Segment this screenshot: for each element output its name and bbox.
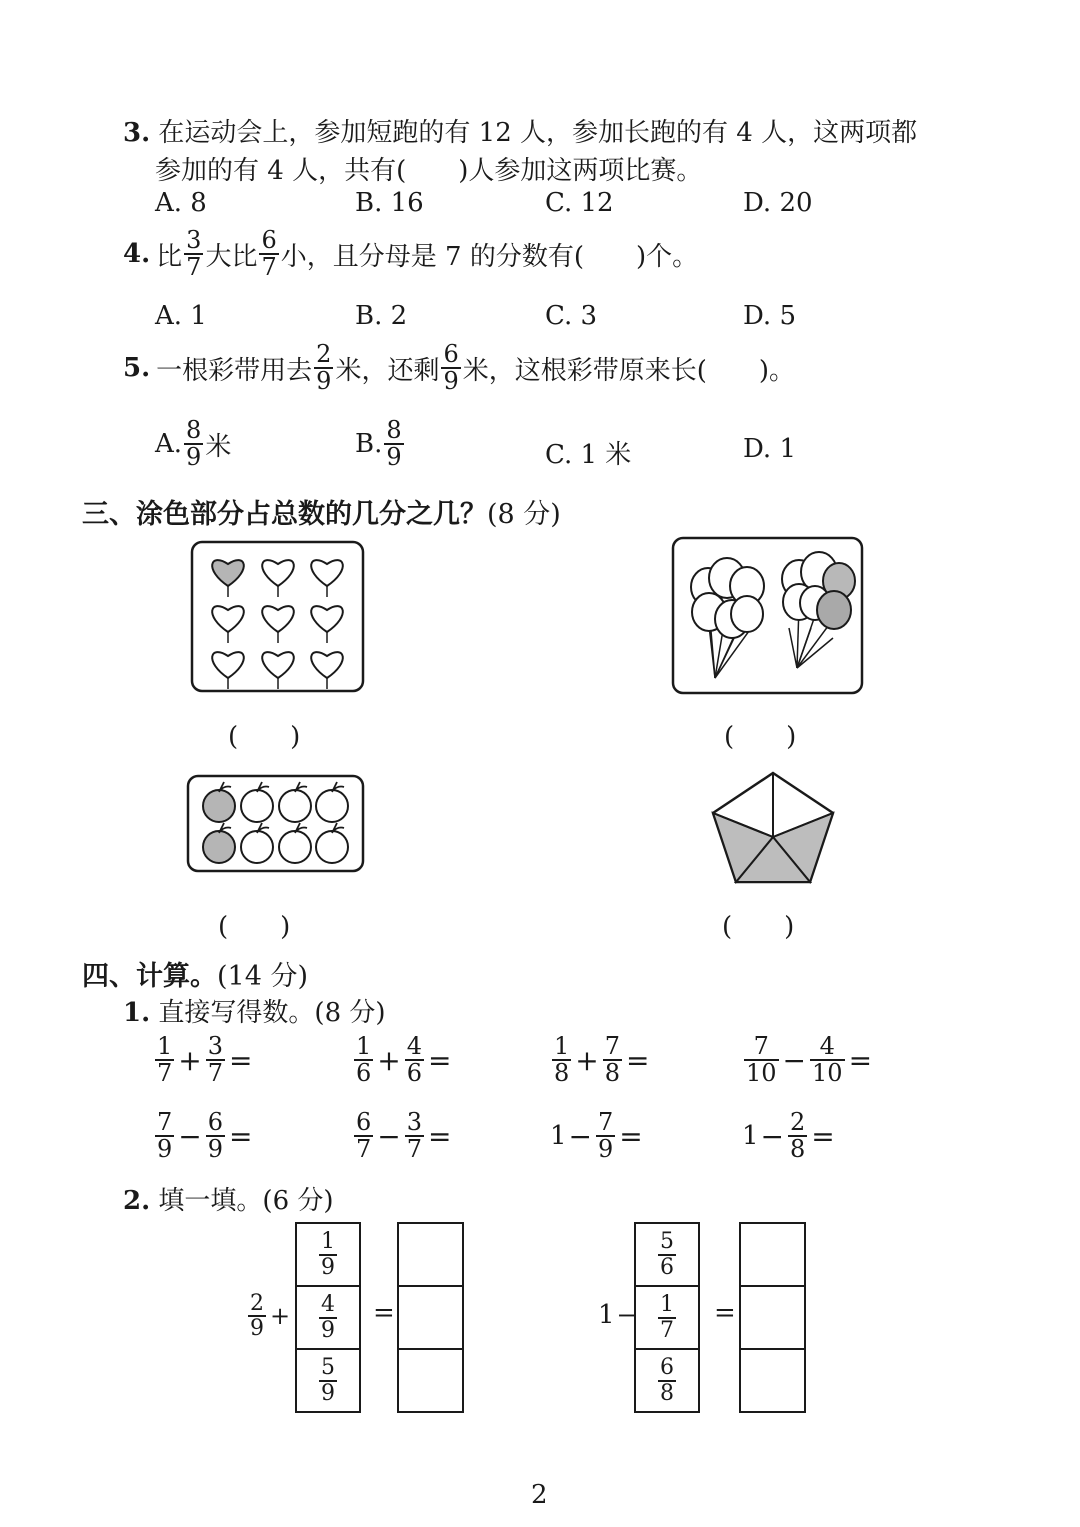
q3-option-b[interactable]: B. 16 <box>355 188 424 218</box>
calc-r2-3[interactable]: 1 − $\frac{7}{9}$ = <box>550 1108 643 1164</box>
q5-option-b[interactable] <box>355 418 406 470</box>
heart-balloon <box>311 606 343 632</box>
fill1-equals: = <box>373 1298 395 1328</box>
fill2-answer-column[interactable] <box>739 1222 806 1413</box>
q5-text-3: 米，这根彩带原来长( )。 <box>462 355 796 386</box>
q5-option-a-unit: 米 <box>205 431 232 462</box>
section4-sub1 <box>123 992 386 1029</box>
apple <box>279 790 311 822</box>
q5-fraction-2: $\frac{6}{9}$ <box>443 340 459 396</box>
q5-text-1: 一根彩带用去 <box>156 355 313 386</box>
hearts-answer-blank[interactable]: ( ) <box>228 722 301 752</box>
apple <box>316 831 348 863</box>
q4-option-c[interactable]: C. 3 <box>545 301 598 331</box>
q3-option-a[interactable]: A. 8 <box>155 188 207 218</box>
apple <box>241 790 273 822</box>
q5-option-a-fraction: $\frac{8}{9}$ <box>186 416 202 472</box>
calc-r1-3[interactable]: $\frac{1}{8}$ + $\frac{7}{8}$ = <box>554 1032 650 1088</box>
pentagon-figure <box>706 766 840 890</box>
calc-r1-4[interactable]: $\frac{7}{10}$ − $\frac{4}{10}$ = <box>746 1032 873 1088</box>
q5-question <box>123 342 795 394</box>
heart-balloon <box>212 652 244 678</box>
heart-balloon <box>262 652 294 678</box>
sub1-number: 1. <box>123 998 151 1028</box>
q4-text-1: 比 <box>156 241 183 272</box>
q4-fraction-2: $\frac{6}{7}$ <box>261 226 277 282</box>
page-number: 2 <box>531 1480 548 1510</box>
apple <box>316 790 348 822</box>
balloons-figure <box>671 536 865 696</box>
q5-option-d[interactable]: D. 1 <box>743 434 796 464</box>
q3-text-line2: 参加的有 4 人，共有( )人参加这两项比赛。 <box>155 156 703 186</box>
fill1-operand-column: $\frac{1}{9}$ $\frac{4}{9}$ $\frac{5}{9}$ <box>295 1222 361 1413</box>
heart-balloon <box>262 560 294 586</box>
q4-text-2: 大比 <box>205 241 258 272</box>
q5-option-a-label: A. <box>155 429 183 460</box>
calc-r2-4[interactable]: 1 − $\frac{2}{8}$ = <box>742 1108 835 1164</box>
q5-option-b-label: B. <box>355 429 383 460</box>
q4-number: 4. <box>123 239 151 270</box>
fill2-operand-column: $\frac{5}{6}$ $\frac{1}{7}$ $\frac{6}{8}$ <box>634 1222 700 1413</box>
q5-number: 5. <box>123 353 151 384</box>
q5-fraction-1: $\frac{2}{9}$ <box>316 340 332 396</box>
calc-r1-1[interactable]: $\frac{1}{7}$ + $\frac{3}{7}$ = <box>157 1032 253 1088</box>
apple <box>203 831 235 863</box>
q3-number: 3. <box>123 118 151 148</box>
fill1-answer-column[interactable] <box>397 1222 464 1413</box>
q5-option-a[interactable] <box>155 418 231 470</box>
fill2-prefix: 1 − <box>598 1300 637 1330</box>
q4-fraction-1: $\frac{3}{7}$ <box>186 226 202 282</box>
q5-option-b-fraction: $\frac{8}{9}$ <box>386 416 402 472</box>
sub2-title: 填一填。(6 分) <box>158 1186 334 1216</box>
pentagon-answer-blank[interactable]: ( ) <box>722 912 795 942</box>
q4-option-a[interactable]: A. 1 <box>155 301 207 331</box>
q3-text-line1: 在运动会上，参加短跑的有 12 人，参加长跑的有 4 人，这两项都 <box>158 118 918 148</box>
hearts-figure <box>190 540 366 694</box>
q5-text-2: 米，还剩 <box>335 355 440 386</box>
heart-balloon <box>311 652 343 678</box>
apple <box>279 831 311 863</box>
section3-heading <box>82 492 561 531</box>
apple <box>203 790 235 822</box>
fill2-equals: = <box>714 1298 736 1328</box>
section3-title: 三、涂色部分占总数的几分之几？ <box>82 499 487 530</box>
calc-r2-1[interactable]: $\frac{7}{9}$ − $\frac{6}{9}$ = <box>157 1108 253 1164</box>
fill2-answer-box[interactable] <box>741 1350 804 1411</box>
fill1-prefix: $\frac{2}{9}$ + <box>250 1291 291 1342</box>
fill1-answer-box[interactable] <box>399 1224 462 1287</box>
section4-points: (14 分) <box>217 961 309 992</box>
heart-balloon <box>311 560 343 586</box>
q3-line1 <box>123 112 917 149</box>
fill1-answer-box[interactable] <box>399 1350 462 1411</box>
heart-balloon <box>212 560 244 586</box>
fill2-answer-box[interactable] <box>741 1287 804 1350</box>
section4-sub2 <box>123 1180 334 1217</box>
fill1-answer-box[interactable] <box>399 1287 462 1350</box>
section3-points: (8 分) <box>487 499 561 530</box>
q4-question <box>123 228 698 280</box>
section4-heading <box>82 954 308 993</box>
fill2-answer-box[interactable] <box>741 1224 804 1287</box>
section4-title: 四、计算。 <box>82 961 217 992</box>
q4-option-b[interactable]: B. 2 <box>355 301 408 331</box>
sub1-title: 直接写得数。(8 分) <box>158 998 386 1028</box>
heart-balloon <box>262 606 294 632</box>
sub2-number: 2. <box>123 1186 151 1216</box>
q4-text-3: 小，且分母是 7 的分数有( )个。 <box>280 241 699 272</box>
calc-r2-2[interactable]: $\frac{6}{7}$ − $\frac{3}{7}$ = <box>356 1108 452 1164</box>
apples-figure <box>186 774 366 874</box>
q4-option-d[interactable]: D. 5 <box>743 301 796 331</box>
heart-balloon <box>212 606 244 632</box>
calc-r1-2[interactable]: $\frac{1}{6}$ + $\frac{4}{6}$ = <box>356 1032 452 1088</box>
balloons-answer-blank[interactable]: ( ) <box>724 722 797 752</box>
q3-option-c[interactable]: C. 12 <box>545 188 614 218</box>
apple <box>241 831 273 863</box>
apples-answer-blank[interactable]: ( ) <box>218 912 291 942</box>
q5-option-c[interactable]: C. 1 米 <box>545 440 632 470</box>
q3-option-d[interactable]: D. 20 <box>743 188 813 218</box>
